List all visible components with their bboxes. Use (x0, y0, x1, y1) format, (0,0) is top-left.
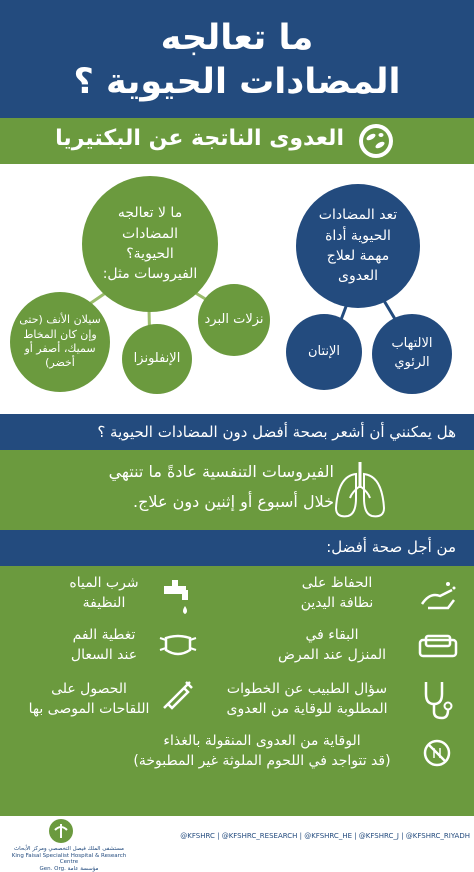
hand-wash-icon (418, 578, 458, 614)
flu-circle (122, 324, 192, 394)
tip-foodborne-line1: الوقاية من العدوى المنقولة بالغذاء (163, 733, 361, 749)
tip-foodborne (112, 732, 412, 771)
tip-vaccines-line2: اللقاحات الموصى بها (28, 700, 150, 717)
tip-ask-doctor (202, 680, 412, 719)
treated-circle (296, 184, 420, 308)
tip-cover-mouth-line1: تغطية الفم (72, 627, 136, 643)
face-mask-icon (158, 630, 198, 660)
bacteria-icon (358, 123, 394, 159)
hospital-logo-text (4, 846, 134, 872)
tip-cover-mouth (54, 626, 154, 665)
tips-section (0, 566, 474, 816)
bacteria-header (0, 118, 474, 164)
title-line-2: المضادات الحيوية ؟ (73, 62, 401, 102)
tip-clean-water-line1: شرب المياه (69, 575, 139, 591)
tip-ask-doctor-line1: سؤال الطبيب عن الخطوات (226, 681, 388, 697)
tip-hand-hygiene (262, 574, 412, 613)
not-treated-circle (82, 176, 218, 312)
flu-label: الإنفلونزا (133, 350, 181, 366)
question-1-bar (0, 414, 474, 450)
sepsis-circle (286, 314, 362, 390)
not-treated-text: ما لا تعالجه المضادات الحيوية؟ الفيروسات مثل: (102, 205, 198, 283)
tip-clean-water-line2: النظيفة (82, 594, 126, 611)
sepsis-label: الإنتان (307, 343, 341, 359)
hospital-logo-icon (48, 818, 74, 844)
cold-label: نزلات البرد (204, 311, 264, 327)
tip-vaccines-line1: الحصول على (51, 681, 127, 697)
tip-stay-home (252, 626, 412, 665)
water-tap-icon (160, 578, 196, 618)
lungs-icon (330, 458, 390, 522)
tip-stay-home-line1: البقاء في (305, 627, 359, 643)
pneumonia-circle (372, 314, 452, 394)
tip-cover-mouth-line2: عند السعال (70, 646, 138, 663)
answer-1-block (0, 450, 474, 530)
no-food-icon (422, 738, 452, 768)
logo-org: Gen. Org. مؤسسة عامة (39, 865, 99, 872)
tip-ask-doctor-line2: المطلوبة للوقاية من العدوى (226, 700, 388, 717)
title-banner (0, 0, 474, 118)
cold-circle (198, 284, 270, 356)
answer-1-line-2: خلال أسبوع أو إثنين دون علاج. (133, 492, 334, 511)
tip-hand-hygiene-line2: نظافة اليدين (300, 594, 374, 611)
syringe-icon (158, 678, 194, 714)
tip-foodborne-line2: (قد تتواجد في اللحوم الملوثة غير المطبوخة) (133, 752, 391, 769)
tip-stay-home-line2: المنزل عند المرض (277, 646, 387, 663)
social-handles[interactable]: @KFSHRC | @KFSHRC_RESEARCH | @KFSHRC_HE | @KFSHRC_J | @KFSHRC_RIYADH (180, 832, 470, 840)
logo-arabic: مستشفى الملك فيصل التخصصي ومركز الأبحاث (13, 846, 125, 852)
runny-nose-circle (10, 292, 110, 392)
question-1-text: هل يمكنني أن أشعر بصحة أفضل دون المضادات الحيوية ؟ (97, 423, 456, 441)
tip-clean-water (54, 574, 154, 613)
runny-nose-label: سيلان الأنف (حتى وإن كان المخاط سميك، أصفر أو أخضر) (19, 313, 101, 370)
sofa-icon (418, 632, 458, 660)
tip-vaccines (24, 680, 154, 719)
footer (0, 816, 474, 872)
answer-1-line-1: الفيروسات التنفسية عادةً ما تنتهي (108, 462, 334, 481)
circles-section (0, 164, 474, 414)
question-2-bar (0, 530, 474, 566)
question-2-text: من أجل صحة أفضل: (326, 538, 456, 556)
tip-hand-hygiene-line1: الحفاظ على (301, 575, 373, 591)
title-line-1: ما تعالجه (160, 18, 314, 58)
bacteria-header-label: العدوى الناتجة عن البكتيريا (55, 126, 344, 151)
pneumonia-label: الالتهاب الرئوي (391, 336, 433, 370)
logo-english: King Faisal Specialist Hospital & Research Centre (11, 852, 127, 866)
stethoscope-icon (420, 680, 452, 720)
treated-text: تعد المضادات الحيوية أداة مهمة لعلاج العدوى (318, 207, 398, 285)
